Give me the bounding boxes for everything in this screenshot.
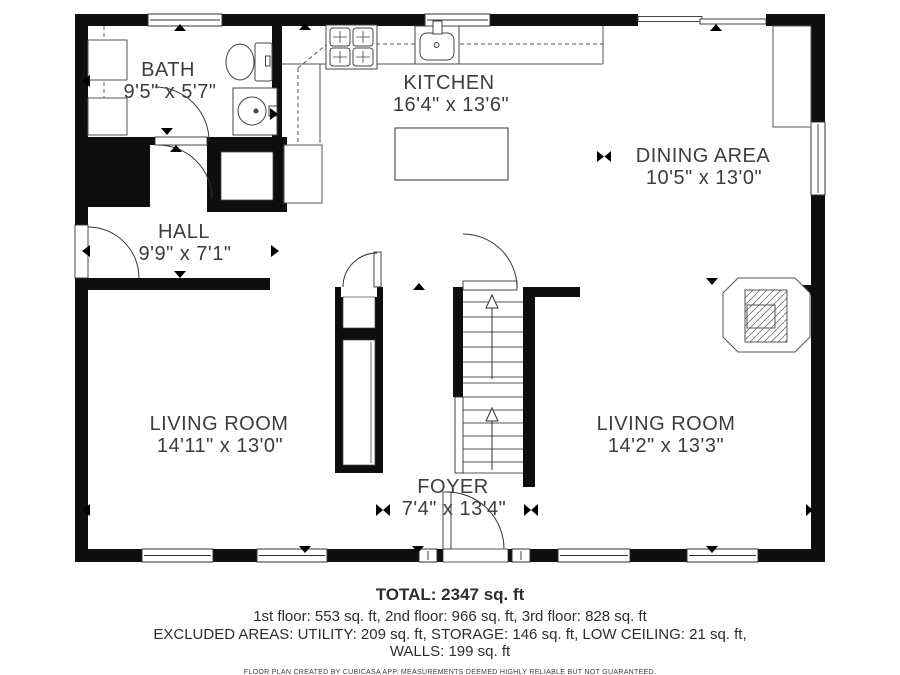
closet-door: [374, 252, 381, 287]
room-dims-foyer: 7'4" x 13'4": [401, 498, 507, 520]
room-dims-hall: 9'9" x 7'1": [138, 243, 232, 265]
excluded-areas: EXCLUDED AREAS: UTILITY: 209 sq. ft, STORAGE: 146 sq. ft, LOW CEILING: 21 sq. ft,: [153, 625, 747, 643]
staircase-up: [455, 295, 523, 473]
wall-opening: [638, 14, 766, 26]
room-dims-kitchen: 16'4" x 13'6": [392, 94, 510, 116]
closet-interior: [343, 297, 375, 465]
room-label-hall: HALL: [157, 221, 211, 243]
room-label-kitchen: KITCHEN: [403, 72, 495, 94]
room-label-dining: DINING AREA: [635, 145, 771, 167]
room-dims-bath: 9'5" x 5'7": [123, 81, 217, 103]
total-area: TOTAL: 2347 sq. ft: [375, 585, 525, 604]
walls-area: WALLS: 199 sq. ft: [389, 643, 511, 660]
fireplace-icon: [723, 278, 810, 352]
stove-icon: [326, 25, 377, 69]
refrigerator-icon: [284, 145, 322, 203]
room-dims-dining: 10'5" x 13'0": [645, 167, 763, 189]
floor-areas: 1st floor: 553 sq. ft, 2nd floor: 966 sq. ft, 3rd floor: 828 sq. ft: [253, 608, 647, 625]
room-label-living-left: LIVING ROOM: [149, 413, 289, 435]
dining-counter: [773, 26, 811, 127]
room-dims-living-left: 14'11" x 13'0": [156, 435, 284, 457]
toilet-icon: [226, 43, 272, 81]
area-summary: [0, 585, 900, 675]
stairs-door: [463, 281, 517, 290]
bath-door: [155, 137, 207, 145]
vanity-cabinet-icon: [88, 40, 127, 135]
cubicasa-disclaimer: FLOOR PLAN CREATED BY CUBICASA APP. MEASUREMENTS DEEMED HIGHLY RELIABLE BUT NOT GUARANTEED.: [243, 668, 657, 675]
room-label-bath: BATH: [141, 59, 195, 81]
kitchen-sink-icon: [415, 21, 459, 64]
room-dims-living-right: 14'2" x 13'3": [607, 435, 725, 457]
room-label-foyer: FOYER: [417, 476, 489, 498]
solid-void-block: [82, 145, 150, 207]
chimney-interior: [221, 152, 273, 200]
room-label-living-right: LIVING ROOM: [596, 413, 736, 435]
kitchen-island: [395, 128, 508, 180]
front-door: [443, 549, 508, 562]
